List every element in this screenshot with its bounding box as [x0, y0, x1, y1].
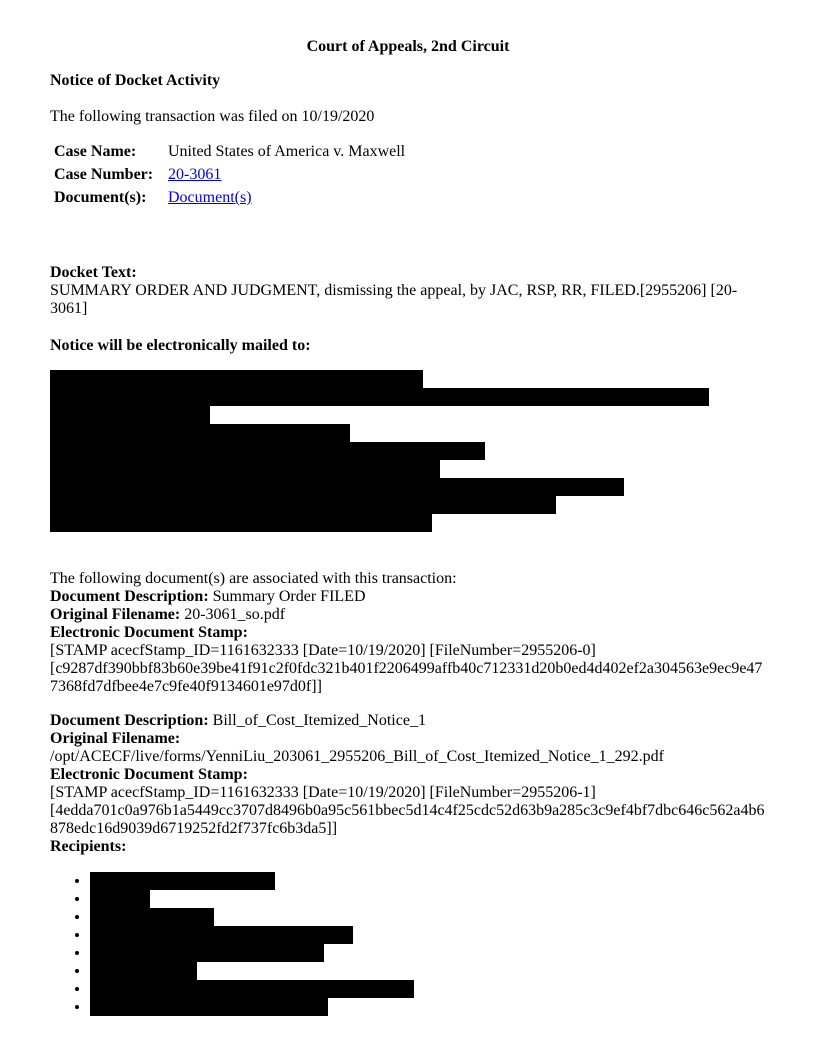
document-stamp-line: [STAMP acecfStamp_ID=1161632333 [Date=10/19/2020] [FileNumber=2955206-0] — [50, 642, 596, 659]
redacted-recipient — [90, 890, 150, 908]
redacted-recipient — [50, 406, 210, 424]
court-title: Court of Appeals, 2nd Circuit — [306, 38, 510, 55]
document-description-row — [50, 588, 770, 606]
redacted-recipient — [50, 388, 709, 406]
redacted-recipient — [90, 962, 197, 980]
redacted-recipient — [50, 460, 440, 478]
redacted-recipient — [90, 908, 214, 926]
redacted-recipient — [90, 872, 275, 890]
docket-text: SUMMARY ORDER AND JUDGMENT, dismissing the appeal, by JAC, RSP, RR, FILED.[2955206] [20-3061] — [50, 282, 738, 317]
documents-row — [52, 189, 405, 212]
original-filename-row — [50, 606, 770, 624]
document-stamp-hash: [4edda701c0a976b1a5449cc3707d8496b0a95c561bbec5d14c4f25cdc52d63b9a285c3c9ef4bf7dbc646c562a4b6 878edc16d9039d6719252fd2f737fc6b3da5]] — [50, 802, 765, 837]
document-description-label: Document Description: — [50, 712, 209, 729]
redacted-recipient — [50, 424, 350, 442]
redacted-recipient — [50, 514, 432, 532]
recipients-label: Recipients: — [50, 838, 127, 855]
redacted-recipient — [90, 980, 414, 998]
documents-link[interactable]: Document(s) — [168, 189, 252, 206]
filed-date-line: The following transaction was filed on 10/19/2020 — [50, 108, 375, 125]
original-filename-value: 20-3061_so.pdf — [184, 606, 286, 623]
document-stamp-hash: [c9287df390bbf83b60e39be41f91c2f0fdc321b401f2206499affb40c712331d20b0ed4d402ef2a304563e9ec9e47 7368fd7dfbee4e7c9fe40f9134601e97d0f]] — [50, 660, 763, 695]
associated-documents — [50, 570, 770, 856]
original-filename-value: /opt/ACECF/live/forms/YenniLiu_203061_2955206_Bill_of_Cost_Itemized_Notice_1_292.pdf — [50, 748, 664, 765]
case-name-label: Case Name: — [54, 143, 137, 160]
redacted-recipient — [50, 442, 485, 460]
original-filename-label: Original Filename: — [50, 606, 181, 623]
document-stamp-label: Electronic Document Stamp: — [50, 766, 248, 783]
notice-title: Notice of Docket Activity — [50, 72, 221, 89]
redacted-recipient — [50, 496, 556, 514]
case-name-row — [52, 143, 405, 166]
case-number-label: Case Number: — [54, 166, 154, 183]
redacted-recipient — [50, 478, 624, 496]
case-info-table — [52, 143, 405, 212]
redacted-recipient — [90, 944, 324, 962]
document-stamp-label: Electronic Document Stamp: — [50, 624, 248, 641]
redacted-recipient — [90, 926, 353, 944]
case-number-link[interactable]: 20-3061 — [168, 166, 222, 183]
document-description-row — [50, 712, 770, 730]
associated-intro: The following document(s) are associated with this transaction: — [50, 570, 457, 587]
document-description-value: Summary Order FILED — [212, 588, 366, 605]
docket-text-label: Docket Text: — [50, 264, 137, 281]
mailed-to-label: Notice will be electronically mailed to: — [50, 337, 311, 354]
documents-label: Document(s): — [54, 189, 147, 206]
original-filename-label: Original Filename: — [50, 730, 181, 747]
document-description-label: Document Description: — [50, 588, 209, 605]
case-name-value: United States of America v. Maxwell — [168, 143, 406, 160]
redacted-recipient — [90, 998, 328, 1016]
recipients-list — [50, 872, 90, 1016]
redacted-recipient — [50, 370, 423, 388]
document-description-value: Bill_of_Cost_Itemized_Notice_1 — [212, 712, 426, 729]
document-stamp-line: [STAMP acecfStamp_ID=1161632333 [Date=10/19/2020] [FileNumber=2955206-1] — [50, 784, 596, 801]
case-number-row — [52, 166, 405, 189]
